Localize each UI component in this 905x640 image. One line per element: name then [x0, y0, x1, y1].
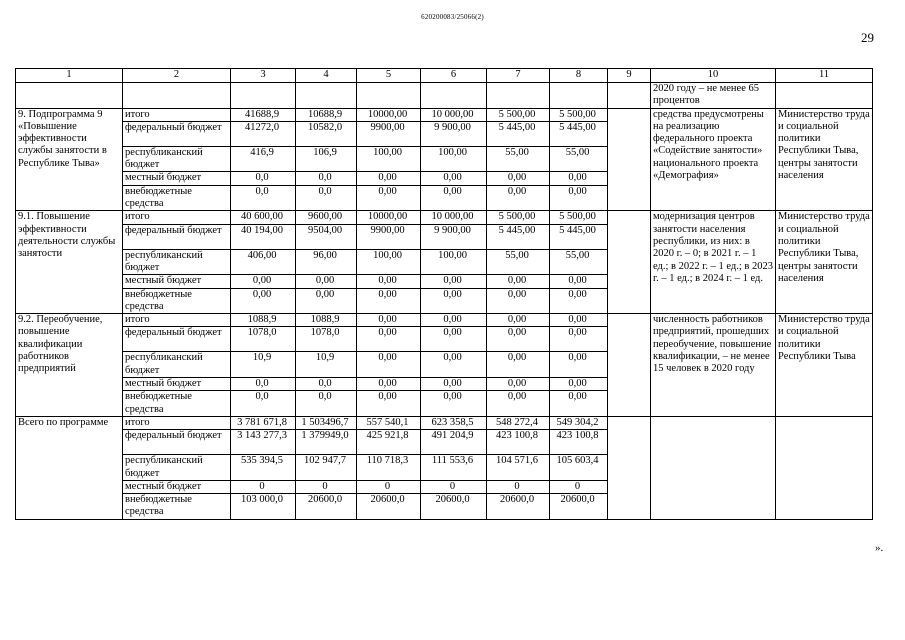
amount-cell: 0 [296, 480, 357, 493]
amount-cell: 0,00 [357, 275, 421, 288]
empty-cell [357, 83, 421, 109]
amount-cell: 1 379949,0 [296, 430, 357, 455]
funding-source: итого [123, 108, 231, 121]
amount-cell: 1088,9 [231, 314, 296, 327]
amount-cell: 0,00 [421, 378, 487, 391]
amount-cell: 0,00 [550, 185, 608, 211]
amount-cell: 9 900,00 [421, 224, 487, 249]
header-cell: 9 [608, 69, 651, 83]
executor [776, 416, 873, 519]
empty-cell [421, 83, 487, 109]
amount-cell: 0 [487, 480, 550, 493]
amount-cell: 5 500,00 [487, 211, 550, 224]
table-row [16, 416, 873, 429]
funding-source: местный бюджет [123, 275, 231, 288]
amount-cell: 102 947,7 [296, 455, 357, 481]
amount-cell: 0 [421, 480, 487, 493]
header-cell: 2 [123, 69, 231, 83]
amount-cell: 0,00 [550, 275, 608, 288]
expected-result: модернизация центров занятости населения республики, из них: в 2020 г. – 0; в 2021 г. – 1 ед.; в 2022 г. – 1 ед.; в 2023 г. – 1 ед.; в 2024 г. – 1 ед. [651, 211, 776, 314]
amount-cell: 1078,0 [231, 327, 296, 352]
table-row [16, 211, 873, 224]
measure-name: 9. Подпрограмма 9 «Повышение эффективности службы занятости в Республике Тыва» [16, 108, 123, 211]
funding-source: внебюджетные средства [123, 288, 231, 314]
amount-cell: 20600,0 [421, 494, 487, 520]
amount-cell: 0,00 [357, 327, 421, 352]
empty-cell [550, 83, 608, 109]
amount-cell: 3 143 277,3 [231, 430, 296, 455]
continuation-note: 2020 году – не менее 65 процентов [651, 83, 776, 109]
amount-cell: 416,9 [231, 146, 296, 172]
empty-cell [608, 211, 651, 314]
amount-cell: 0 [231, 480, 296, 493]
amount-cell: 0,00 [487, 378, 550, 391]
funding-source: республиканский бюджет [123, 146, 231, 172]
amount-cell: 0,00 [487, 172, 550, 185]
amount-cell: 55,00 [487, 146, 550, 172]
amount-cell: 5 500,00 [550, 211, 608, 224]
amount-cell: 104 571,6 [487, 455, 550, 481]
funding-source: республиканский бюджет [123, 455, 231, 481]
empty-cell [231, 83, 296, 109]
amount-cell: 0,00 [550, 378, 608, 391]
funding-source: итого [123, 211, 231, 224]
funding-source: внебюджетные средства [123, 494, 231, 520]
amount-cell: 10582,0 [296, 121, 357, 146]
page-number: 29 [861, 30, 874, 45]
amount-cell: 10000,00 [357, 211, 421, 224]
amount-cell: 0,00 [421, 327, 487, 352]
amount-cell: 0,00 [487, 275, 550, 288]
header-cell: 7 [487, 69, 550, 83]
amount-cell: 0,00 [421, 352, 487, 378]
amount-cell: 423 100,8 [487, 430, 550, 455]
amount-cell: 105 603,4 [550, 455, 608, 481]
expected-result: численность работников предприятий, прошедших переобучение, повышение квалификации, – не менее 15 человек в 2020 году [651, 314, 776, 417]
amount-cell: 1078,0 [296, 327, 357, 352]
table-row [16, 108, 873, 121]
funding-table [15, 68, 873, 520]
amount-cell: 0,00 [296, 288, 357, 314]
amount-cell: 0,00 [231, 275, 296, 288]
empty-cell [608, 108, 651, 211]
amount-cell: 0,00 [357, 352, 421, 378]
funding-source: внебюджетные средства [123, 391, 231, 417]
funding-source: внебюджетные средства [123, 185, 231, 211]
amount-cell: 0,00 [550, 314, 608, 327]
funding-source: республиканский бюджет [123, 249, 231, 275]
amount-cell: 55,00 [550, 249, 608, 275]
amount-cell: 0,00 [421, 391, 487, 417]
amount-cell: 0,00 [357, 185, 421, 211]
amount-cell: 548 272,4 [487, 416, 550, 429]
amount-cell: 0,0 [231, 185, 296, 211]
amount-cell: 0,00 [550, 288, 608, 314]
amount-cell: 0,00 [421, 275, 487, 288]
amount-cell: 0,00 [487, 352, 550, 378]
empty-cell [296, 83, 357, 109]
amount-cell: 5 500,00 [487, 108, 550, 121]
amount-cell: 111 553,6 [421, 455, 487, 481]
amount-cell: 10000,00 [357, 108, 421, 121]
amount-cell: 406,00 [231, 249, 296, 275]
header-cell: 6 [421, 69, 487, 83]
amount-cell: 5 445,00 [550, 121, 608, 146]
executor: Министерство труда и социальной политики Республики Тыва, центры занятости населения [776, 108, 873, 211]
amount-cell: 0,00 [357, 172, 421, 185]
amount-cell: 96,00 [296, 249, 357, 275]
amount-cell: 55,00 [487, 249, 550, 275]
amount-cell: 0,00 [357, 378, 421, 391]
empty-cell [608, 314, 651, 417]
amount-cell: 9 900,00 [421, 121, 487, 146]
executor: Министерство труда и социальной политики Республики Тыва, центры занятости населения [776, 211, 873, 314]
funding-source: федеральный бюджет [123, 121, 231, 146]
empty-cell [16, 83, 123, 109]
amount-cell: 9900,00 [357, 121, 421, 146]
amount-cell: 0,00 [550, 391, 608, 417]
amount-cell: 10 000,00 [421, 211, 487, 224]
amount-cell: 41688,9 [231, 108, 296, 121]
amount-cell: 0,00 [421, 288, 487, 314]
amount-cell: 0,00 [421, 314, 487, 327]
header-cell: 10 [651, 69, 776, 83]
amount-cell: 0,00 [487, 327, 550, 352]
header-cell: 3 [231, 69, 296, 83]
amount-cell: 10,9 [231, 352, 296, 378]
amount-cell: 491 204,9 [421, 430, 487, 455]
amount-cell: 100,00 [357, 249, 421, 275]
amount-cell: 0,00 [487, 185, 550, 211]
amount-cell: 535 394,5 [231, 455, 296, 481]
amount-cell: 10688,9 [296, 108, 357, 121]
amount-cell: 10 000,00 [421, 108, 487, 121]
amount-cell: 110 718,3 [357, 455, 421, 481]
amount-cell: 41272,0 [231, 121, 296, 146]
funding-source: итого [123, 416, 231, 429]
amount-cell: 0,0 [231, 378, 296, 391]
amount-cell: 55,00 [550, 146, 608, 172]
document-id: 620200083/25066(2) [421, 13, 484, 21]
amount-cell: 5 445,00 [487, 224, 550, 249]
amount-cell: 9600,00 [296, 211, 357, 224]
empty-cell [123, 83, 231, 109]
amount-cell: 557 540,1 [357, 416, 421, 429]
amount-cell: 0,0 [296, 378, 357, 391]
header-cell: 4 [296, 69, 357, 83]
funding-source: местный бюджет [123, 172, 231, 185]
amount-cell: 5 445,00 [487, 121, 550, 146]
amount-cell: 0,00 [421, 172, 487, 185]
amount-cell: 549 304,2 [550, 416, 608, 429]
amount-cell: 0,00 [357, 314, 421, 327]
amount-cell: 1 503496,7 [296, 416, 357, 429]
table-row [16, 314, 873, 327]
header-cell: 8 [550, 69, 608, 83]
amount-cell: 0 [550, 480, 608, 493]
header-row [16, 69, 873, 83]
amount-cell: 623 358,5 [421, 416, 487, 429]
amount-cell: 9504,00 [296, 224, 357, 249]
amount-cell: 100,00 [357, 146, 421, 172]
continuation-row [16, 83, 873, 109]
empty-cell [776, 83, 873, 109]
amount-cell: 0,00 [296, 275, 357, 288]
measure-name: Всего по программе [16, 416, 123, 519]
amount-cell: 0 [357, 480, 421, 493]
amount-cell: 20600,0 [550, 494, 608, 520]
amount-cell: 0,0 [296, 391, 357, 417]
amount-cell: 0,0 [231, 172, 296, 185]
amount-cell: 40 194,00 [231, 224, 296, 249]
amount-cell: 0,00 [487, 288, 550, 314]
amount-cell: 103 000,0 [231, 494, 296, 520]
expected-result: средства предусмотрены на реализацию федерального проекта «Содействие занятости» национального проекта «Демография» [651, 108, 776, 211]
amount-cell: 0,0 [296, 172, 357, 185]
amount-cell: 20600,0 [487, 494, 550, 520]
amount-cell: 20600,0 [357, 494, 421, 520]
header-cell: 1 [16, 69, 123, 83]
amount-cell: 0,00 [550, 352, 608, 378]
funding-source: республиканский бюджет [123, 352, 231, 378]
amount-cell: 0,00 [487, 314, 550, 327]
amount-cell: 100,00 [421, 146, 487, 172]
closing-mark: ». [875, 542, 884, 554]
amount-cell: 5 445,00 [550, 224, 608, 249]
executor: Министерство труда и социальной политики Республики Тыва [776, 314, 873, 417]
empty-cell [608, 83, 651, 109]
amount-cell: 425 921,8 [357, 430, 421, 455]
amount-cell: 0,00 [231, 288, 296, 314]
header-cell: 5 [357, 69, 421, 83]
amount-cell: 3 781 671,8 [231, 416, 296, 429]
header-cell: 11 [776, 69, 873, 83]
amount-cell: 423 100,8 [550, 430, 608, 455]
funding-source: местный бюджет [123, 378, 231, 391]
amount-cell: 9900,00 [357, 224, 421, 249]
amount-cell: 0,00 [550, 327, 608, 352]
amount-cell: 5 500,00 [550, 108, 608, 121]
amount-cell: 0,00 [357, 288, 421, 314]
expected-result [651, 416, 776, 519]
amount-cell: 0,00 [487, 391, 550, 417]
funding-source: федеральный бюджет [123, 224, 231, 249]
measure-name: 9.2. Переобучение, повышение квалификации работников предприятий [16, 314, 123, 417]
amount-cell: 0,00 [550, 172, 608, 185]
empty-cell [487, 83, 550, 109]
empty-cell [608, 416, 651, 519]
measure-name: 9.1. Повышение эффективности деятельности службы занятости [16, 211, 123, 314]
funding-source: местный бюджет [123, 480, 231, 493]
amount-cell: 0,0 [231, 391, 296, 417]
funding-source: федеральный бюджет [123, 327, 231, 352]
amount-cell: 40 600,00 [231, 211, 296, 224]
amount-cell: 20600,0 [296, 494, 357, 520]
funding-source: федеральный бюджет [123, 430, 231, 455]
funding-source: итого [123, 314, 231, 327]
amount-cell: 1088,9 [296, 314, 357, 327]
amount-cell: 100,00 [421, 249, 487, 275]
amount-cell: 106,9 [296, 146, 357, 172]
amount-cell: 10,9 [296, 352, 357, 378]
amount-cell: 0,0 [296, 185, 357, 211]
amount-cell: 0,00 [357, 391, 421, 417]
amount-cell: 0,00 [421, 185, 487, 211]
